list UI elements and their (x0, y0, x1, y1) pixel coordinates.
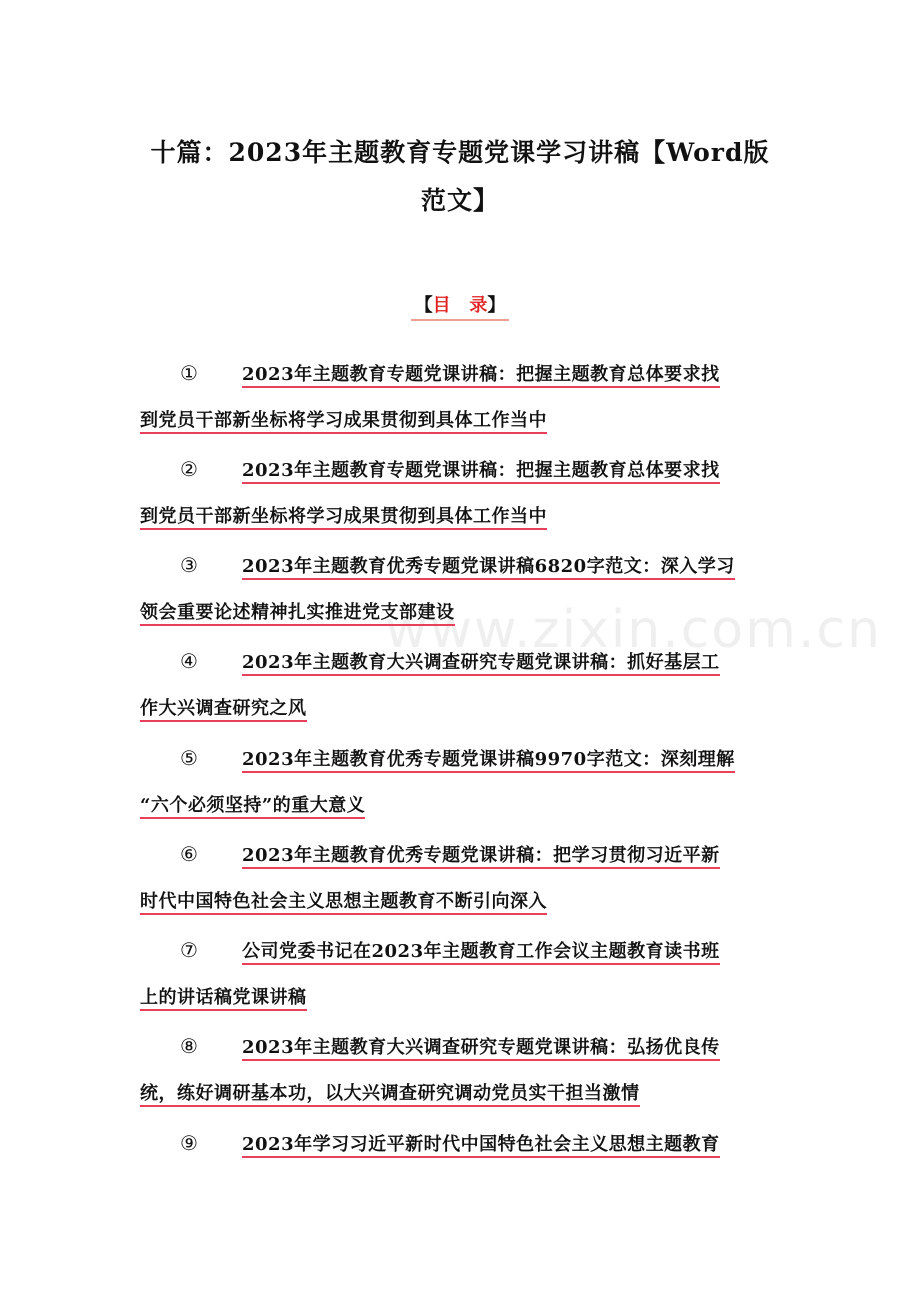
toc-item-link-line1[interactable]: 公司党委书记在2023年主题教育工作会议主题教育读书班 (242, 941, 720, 965)
toc-heading (0, 291, 920, 321)
toc-item-number: ④ (180, 649, 198, 673)
toc-item-number: ⑥ (180, 842, 198, 866)
toc-item-link-line2[interactable]: 到党员干部新坐标将学习成果贯彻到具体工作当中 (140, 506, 547, 530)
toc-item-link-line1[interactable]: 2023年主题教育大兴调查研究专题党课讲稿：弘扬优良传 (242, 1037, 720, 1061)
toc-item-link-line2[interactable]: 作大兴调查研究之风 (140, 698, 307, 722)
toc-item-link-line2[interactable]: 时代中国特色社会主义思想主题教育不断引向深入 (140, 891, 547, 915)
document-title-line-1: 十篇：2023年主题教育专题党课学习讲稿【Word版 (150, 138, 770, 167)
toc-item-number: ① (180, 361, 198, 385)
toc-item-number: ⑤ (180, 746, 198, 770)
toc-bracket-open: 【 (414, 295, 433, 316)
toc-item-link-line1[interactable]: 2023年主题教育专题党课讲稿：把握主题教育总体要求找 (242, 460, 720, 484)
watermark: www.zixin.com.cn (385, 600, 882, 660)
toc-item-link-line1[interactable]: 2023年学习习近平新时代中国特色社会主义思想主题教育 (242, 1134, 720, 1158)
toc-item-link-line1[interactable]: 2023年主题教育优秀专题党课讲稿9970字范文：深刻理解 (242, 749, 735, 773)
toc-label: 目 录 (432, 295, 488, 316)
toc-bracket-close: 】 (487, 295, 506, 316)
toc-item-number: ③ (180, 553, 198, 577)
toc-item-number: ⑨ (180, 1131, 198, 1155)
toc-item-number: ② (180, 457, 198, 481)
toc-item-link-line2[interactable]: “六个必须坚持”的重大意义 (140, 795, 365, 819)
toc-item-link-line2[interactable]: 领会重要论述精神扎实推进党支部建设 (140, 602, 455, 626)
toc-item-number: ⑧ (180, 1034, 198, 1058)
toc-item-link-line1[interactable]: 2023年主题教育大兴调查研究专题党课讲稿：抓好基层工 (242, 652, 720, 676)
toc-item-link-line1[interactable]: 2023年主题教育优秀专题党课讲稿6820字范文：深入学习 (242, 556, 735, 580)
toc-item-link-line1[interactable]: 2023年主题教育专题党课讲稿：把握主题教育总体要求找 (242, 364, 720, 388)
toc-item-link-line1[interactable]: 2023年主题教育优秀专题党课讲稿：把学习贯彻习近平新 (242, 845, 720, 869)
toc-item-link-line2[interactable]: 到党员干部新坐标将学习成果贯彻到具体工作当中 (140, 410, 547, 434)
toc-item-link-line2[interactable]: 统，练好调研基本功，以大兴调查研究调动党员实干担当激情 (140, 1083, 640, 1107)
toc-item-number: ⑦ (180, 938, 198, 962)
toc-item-link-line2[interactable]: 上的讲话稿党课讲稿 (140, 987, 307, 1011)
document-title-line-2: 范文】 (420, 186, 499, 215)
